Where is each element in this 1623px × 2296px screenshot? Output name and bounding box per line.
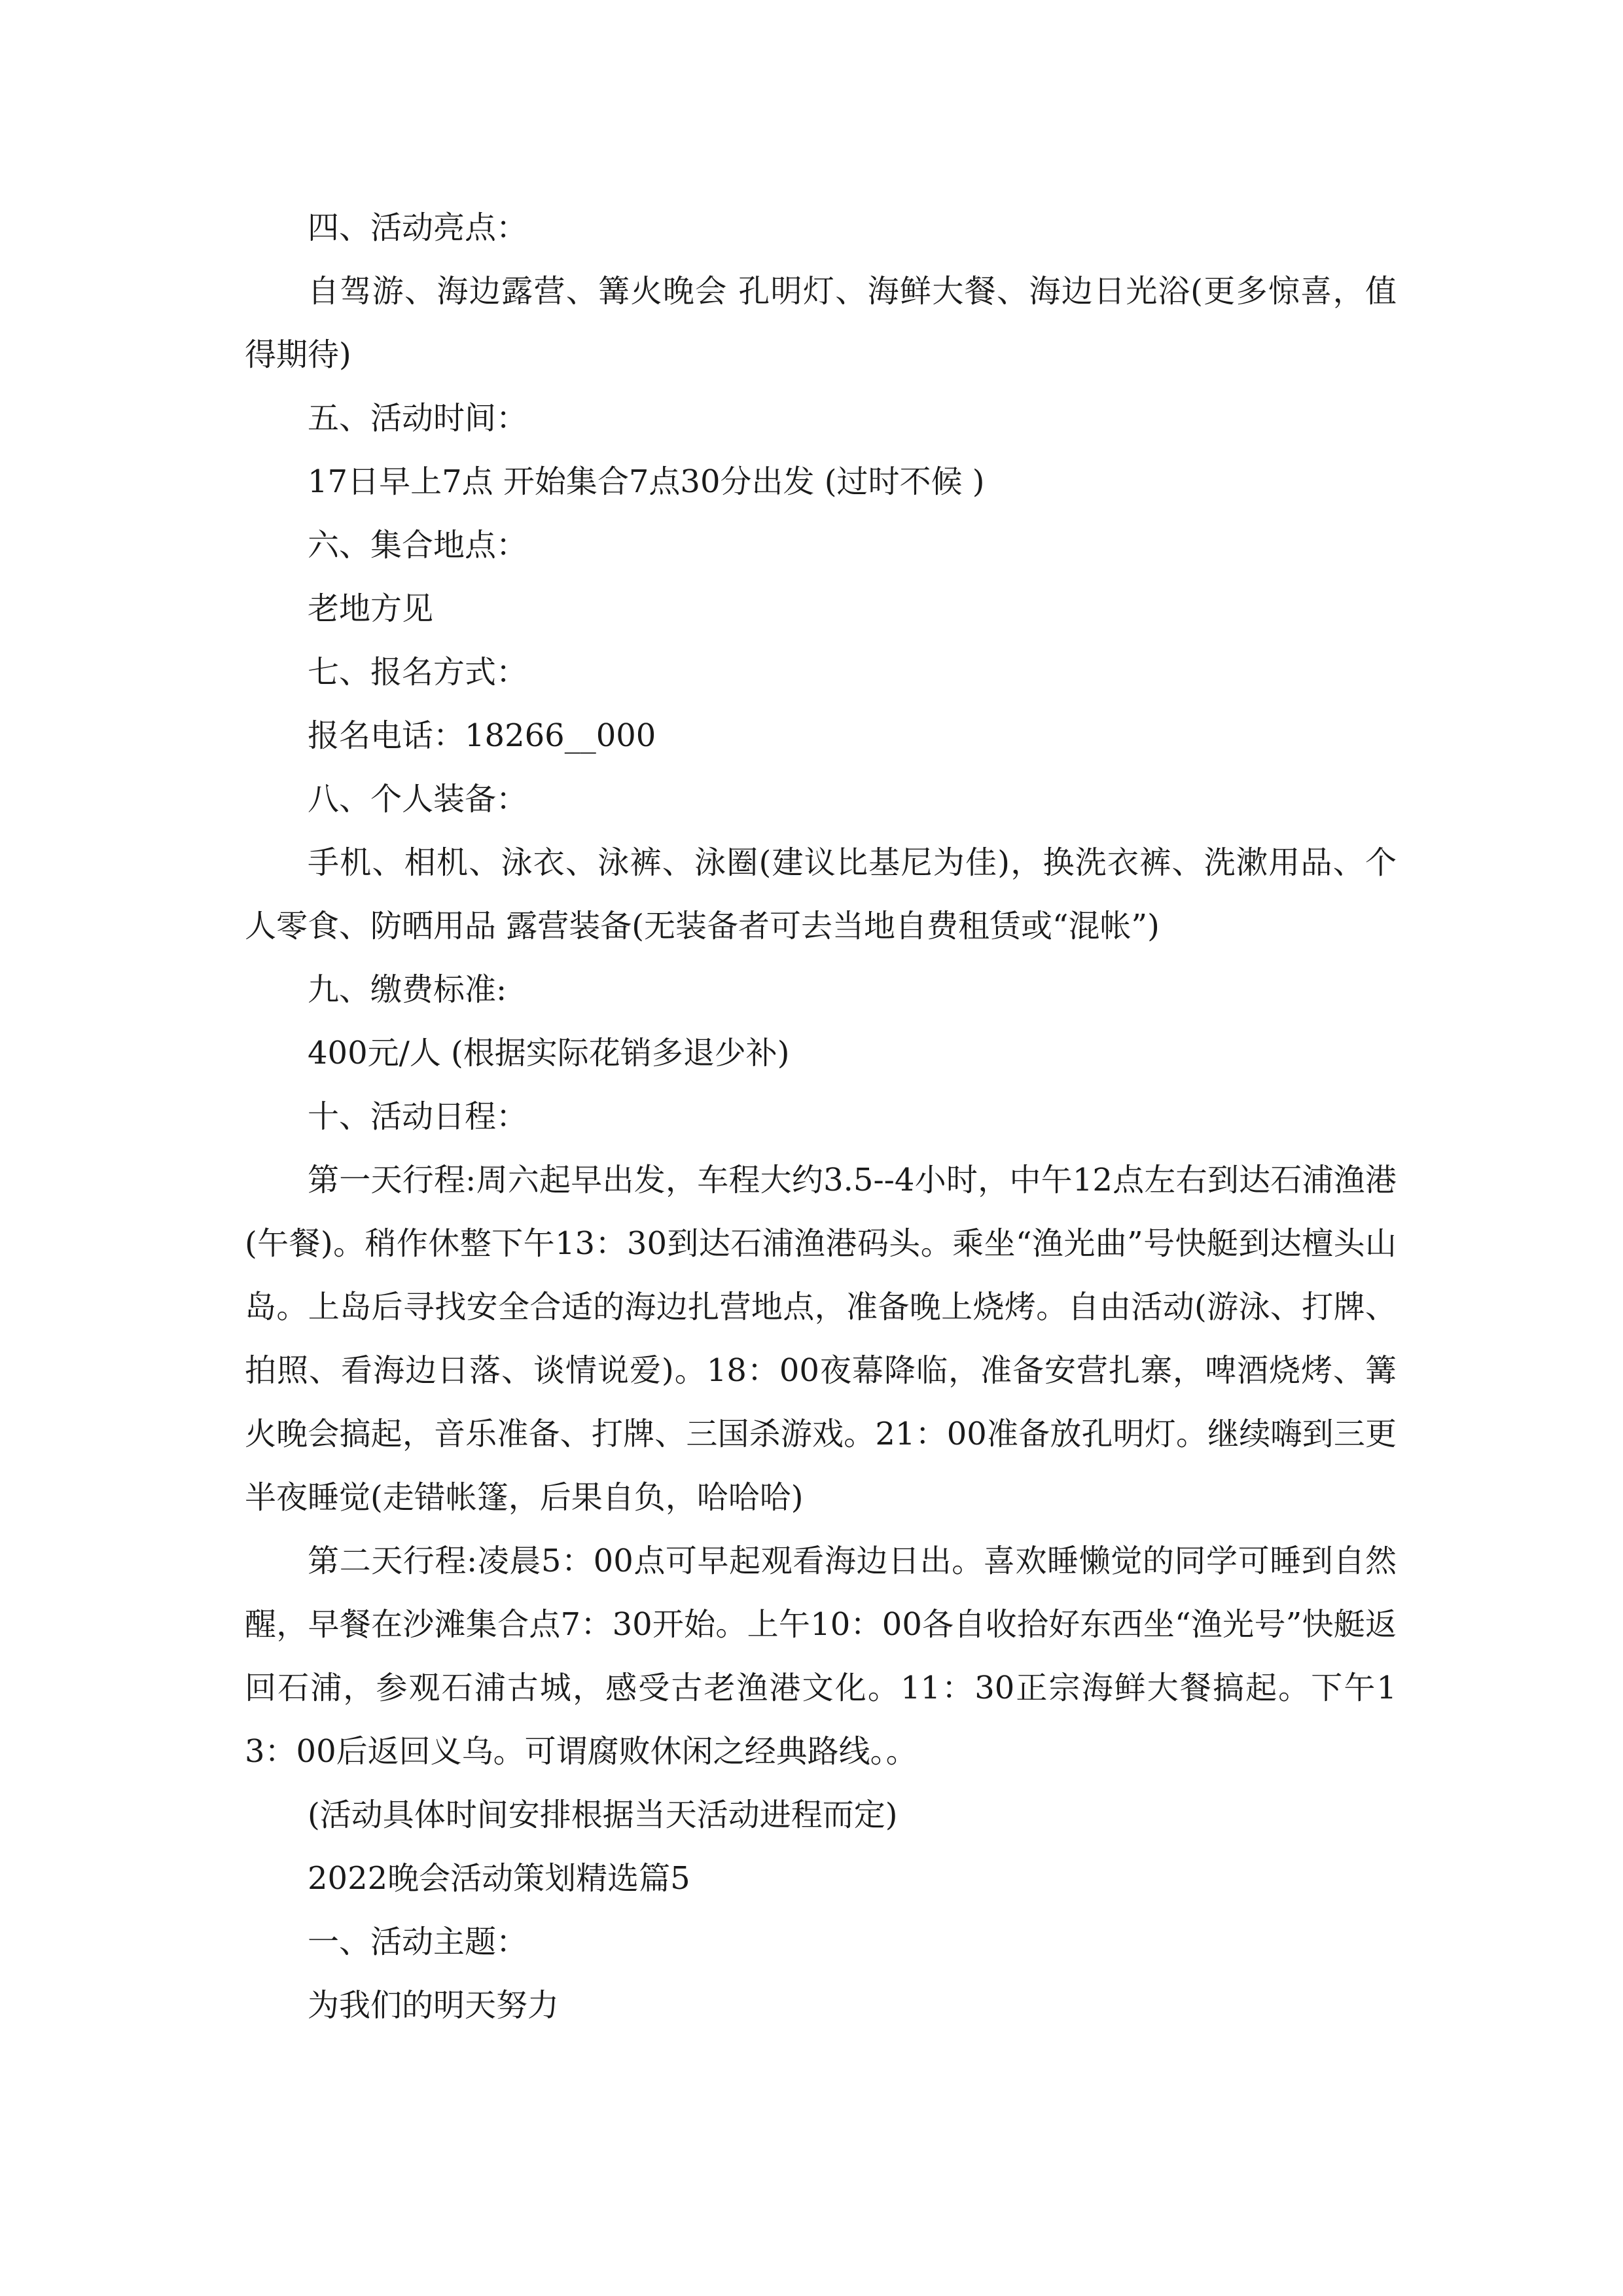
time-text: 17日早上7点 开始集合7点30分出发 (过时不候 ) — [308, 463, 985, 500]
schedule-note: (活动具体时间安排根据当天活动进程而定) — [308, 1797, 898, 1833]
section-heading-registration: 七、报名方式： — [308, 654, 528, 691]
section-heading-theme: 一、活动主题： — [308, 1924, 528, 1960]
meeting-place-text: 老地方见 — [308, 590, 434, 627]
section-heading-equipment: 八、个人装备： — [308, 781, 528, 817]
schedule-day-two: 第二天行程:凌晨5：00点可早起观看海边日出。喜欢睡懒觉的同学可睡到自然醒，早餐在沙滩集合点7：30开始。上午10：00各自收拾好东西坐“渔光号”快艇返回石浦，参观石浦古城，感受古老渔港文化。11：30正宗海鲜大餐搞起。下午13：00后返回义乌。可谓腐败休闲之经典路线。。 — [245, 1543, 1397, 1770]
schedule-day-one: 第一天行程:周六起早出发，车程大约3.5--4小时，中午12点左右到达石浦渔港(午餐)。稍作休整下午13：30到达石浦渔港码头。乘坐“渔光曲”号快艇到达檀头山岛。上岛后寻找安全合适的海边扎营地点，准备晚上烧烤。自由活动(游泳、打牌、拍照、看海边日落、谈情说爱)。18：00夜幕降临，准备安营扎寨，啤酒烧烤、篝火晚会搞起，音乐准备、打牌、三国杀游戏。21：00准备放孔明灯。继续嗨到三更半夜睡觉(走错帐篷，后果自负，哈哈哈) — [245, 1162, 1397, 1516]
fees-text: 400元/人 (根据实际花销多退少补) — [308, 1035, 790, 1071]
section-heading-meeting-place: 六、集合地点： — [308, 527, 528, 564]
article-title: 2022晚会活动策划精选篇5 — [308, 1860, 690, 1897]
section-heading-fees: 九、缴费标准: — [308, 971, 507, 1008]
equipment-text: 手机、相机、泳衣、泳裤、泳圈(建议比基尼为佳)，换洗衣裤、洗漱用品、个人零食、防晒用品 露营装备(无装备者可去当地自费租赁或“混帐”) — [245, 844, 1397, 944]
section-heading-time: 五、活动时间： — [308, 400, 528, 437]
document-body — [245, 196, 1397, 2037]
theme-text: 为我们的明天努力 — [308, 1987, 560, 2024]
registration-text: 报名电话：18266__000 — [308, 717, 656, 754]
section-heading-schedule: 十、活动日程： — [308, 1098, 528, 1135]
highlights-text: 自驾游、海边露营、篝火晚会 孔明灯、海鲜大餐、海边日光浴(更多惊喜，值得期待) — [245, 273, 1397, 373]
section-heading-highlights: 四、活动亮点： — [308, 209, 528, 246]
